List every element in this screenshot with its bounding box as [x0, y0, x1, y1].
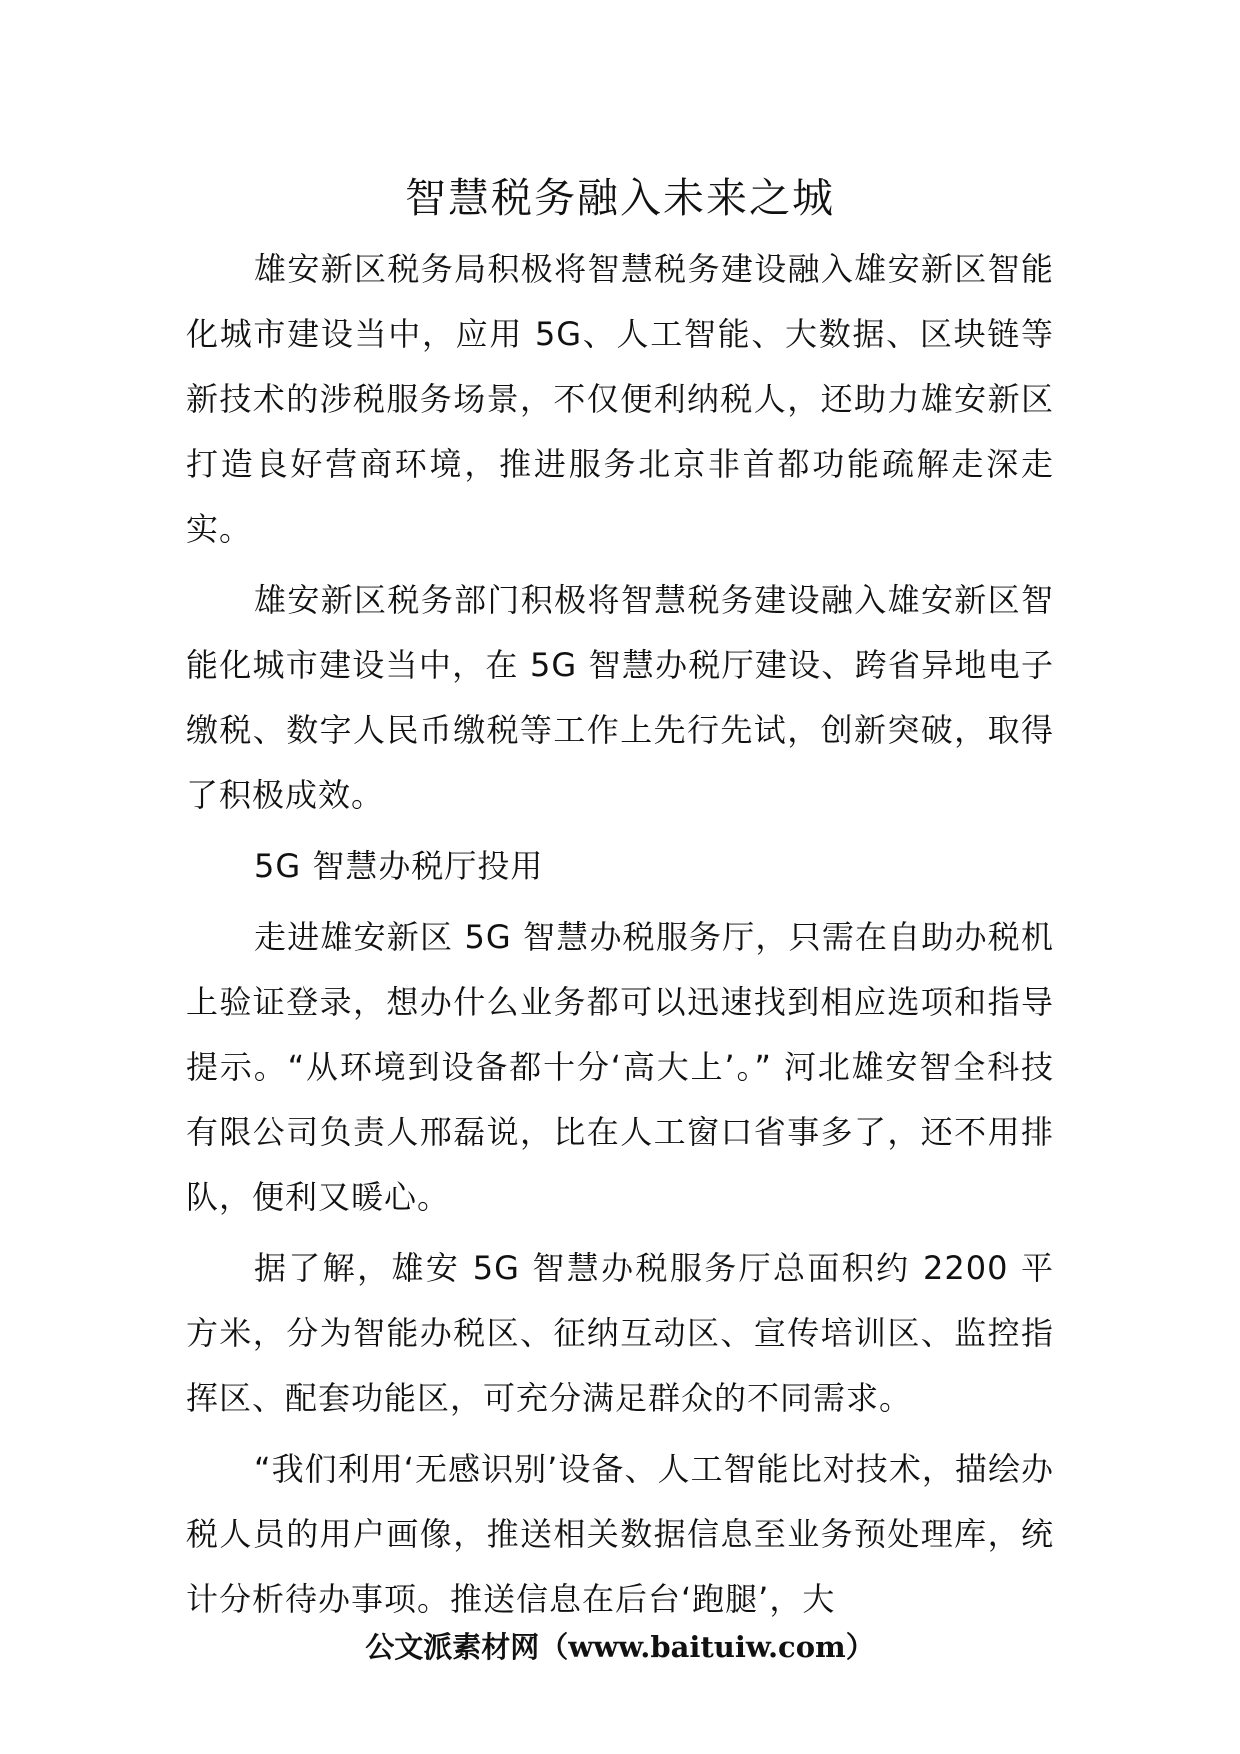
paragraph-quote: “我们利用‘无感识别’设备、人工智能比对技术，描绘办税人员的用户画像，推送相关数据信息至业务预处理库，统计分析待办事项。推送信息在后台‘跑腿’，大 — [186, 1450, 1054, 1618]
paragraph-service-hall: 走进雄安新区 5G 智慧办税服务厅，只需在自助办税机上验证登录，想办什么业务都可以迅速找到相应选项和指导提示。“从环境到设备都十分‘高大上’。” 河北雄安智全科技有限公司负责人邢磊说，比在人工窗口省事多了，还不用排队，便利又暖心。 — [186, 918, 1054, 1216]
document-body — [186, 237, 1054, 1638]
paragraph-intro: 雄安新区税务局积极将智慧税务建设融入雄安新区智能化城市建设当中，应用 5G、人工智能、大数据、区块链等新技术的涉税服务场景，不仅便利纳税人，还助力雄安新区打造良好营商环境，推进服务北京非首都功能疏解走深走实。 — [186, 250, 1054, 548]
section-heading: 5G 智慧办税厅投用 — [254, 847, 544, 885]
paragraph-hall-area: 据了解，雄安 5G 智慧办税服务厅总面积约 2200 平方米，分为智能办税区、征纳互动区、宣传培训区、监控指挥区、配套功能区，可充分满足群众的不同需求。 — [186, 1249, 1054, 1417]
footer-watermark: 公文派素材网（www.baituiw.com） — [365, 1630, 875, 1664]
paragraph-progress: 雄安新区税务部门积极将智慧税务建设融入雄安新区智能化城市建设当中，在 5G 智慧办税厅建设、跨省异地电子缴税、数字人民币缴税等工作上先行先试，创新突破，取得了积极成效。 — [186, 581, 1054, 814]
document-title: 智慧税务融入未来之城 — [405, 174, 835, 222]
